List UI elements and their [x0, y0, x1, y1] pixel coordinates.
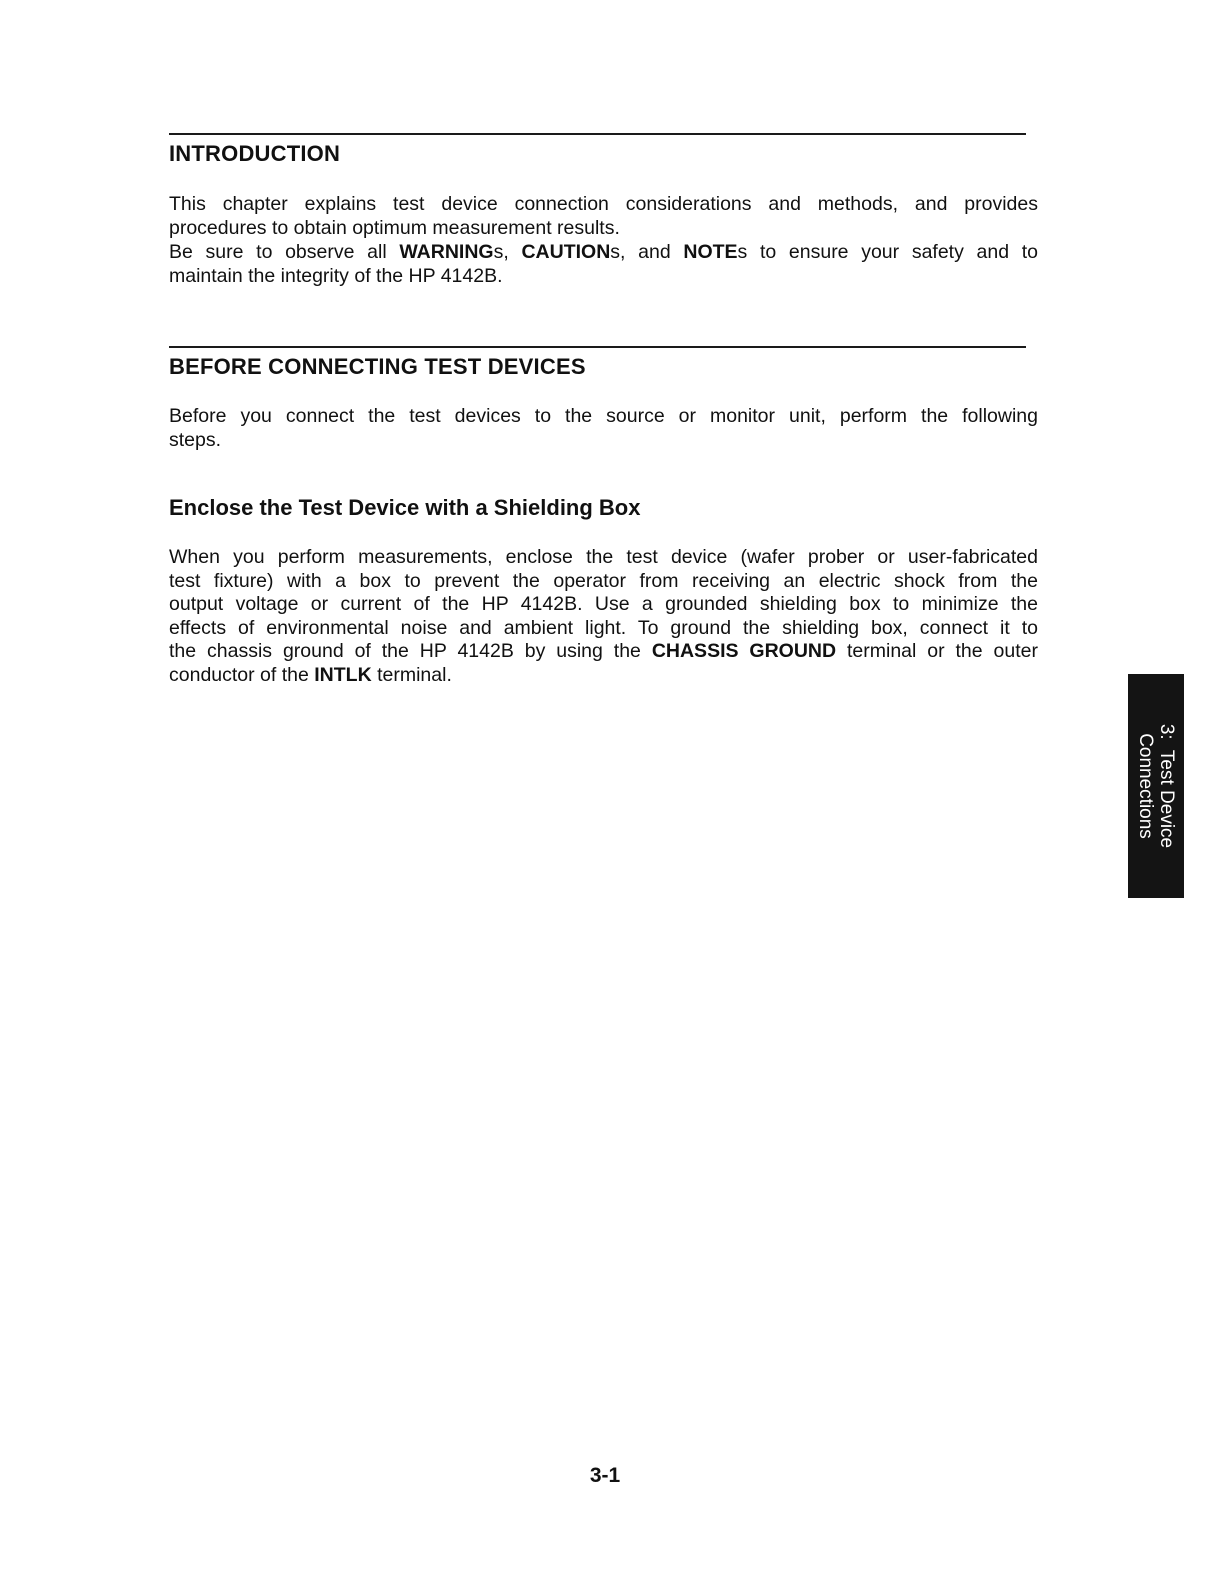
heading-introduction: INTRODUCTION	[169, 141, 341, 166]
text-run: s, and	[610, 241, 684, 263]
intlk-keyword: INTLK	[314, 663, 372, 686]
intro-p1-line1: This chapter explains test device connection considerations and methods, and provides	[169, 193, 1038, 215]
section-rule-before-connecting	[169, 346, 1026, 348]
intro-p1-line2: procedures to obtain optimum measurement results.	[169, 216, 620, 239]
before-connecting-paragraph	[169, 405, 1038, 452]
intro-p2-line2: maintain the integrity of the HP 4142B.	[169, 264, 503, 287]
heading-shielding-box: Enclose the Test Device with a Shielding Box	[169, 495, 641, 520]
intro-p2-line1	[169, 241, 1038, 265]
chapter-side-tab	[1128, 674, 1184, 898]
chapter-tab-line2: Connections	[1135, 733, 1156, 839]
shielding-line3: output voltage or current of the HP 4142B. Use a grounded shielding box to minimize the	[169, 593, 1038, 615]
chapter-tab-label	[1135, 674, 1177, 898]
chapter-tab-line1: 3: Test Device	[1156, 723, 1177, 849]
shielding-line2: test fixture) with a box to prevent the operator from receiving an electric shock from the	[169, 569, 1038, 592]
before-connecting-line2: steps.	[169, 428, 222, 451]
text-run: conductor of the	[169, 663, 315, 686]
text-run: Be sure to observe all	[169, 241, 400, 263]
text-run: terminal.	[371, 663, 452, 686]
intro-paragraph-1	[169, 193, 1038, 240]
text-run: s to ensure your safety and to	[737, 241, 1039, 263]
heading-before-connecting: BEFORE CONNECTING TEST DEVICES	[169, 354, 586, 379]
before-connecting-line1: Before you connect the test devices to the source or monitor unit, perform the following	[169, 405, 1038, 427]
shielding-line4: effects of environmental noise and ambient light. To ground the shielding box, connect it to	[169, 616, 1038, 639]
section-rule-introduction	[169, 133, 1026, 135]
text-run: the chassis ground of the HP 4142B by using the	[169, 640, 652, 662]
warning-keyword: WARNING	[399, 241, 494, 263]
page-number: 3-1	[589, 1464, 621, 1487]
shielding-box-paragraph	[169, 546, 1038, 687]
shielding-line6	[169, 664, 1038, 688]
text-run: s,	[493, 241, 522, 263]
note-keyword: NOTE	[683, 241, 738, 263]
caution-keyword: CAUTION	[521, 241, 611, 263]
chassis-ground-keyword: CHASSIS GROUND	[651, 640, 837, 662]
shielding-line1: When you perform measurements, enclose the test device (wafer prober or user-fabricated	[169, 546, 1038, 568]
text-run: terminal or the outer	[836, 640, 1038, 662]
intro-paragraph-2	[169, 241, 1038, 288]
shielding-line5	[169, 640, 1038, 664]
